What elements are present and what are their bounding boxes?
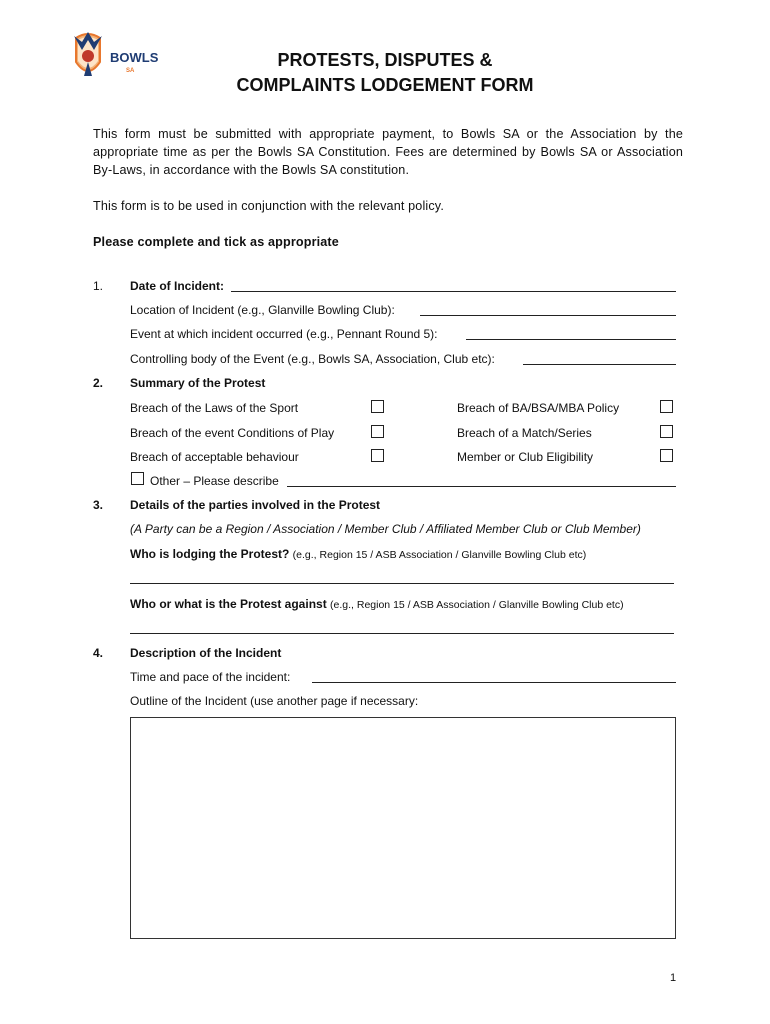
option-behaviour-label: Breach of acceptable behaviour	[130, 450, 299, 464]
who-lodging-row	[130, 546, 586, 563]
logo-wordmark: BOWLS	[110, 50, 159, 65]
controlling-body-label: Controlling body of the Event (e.g., Bowls SA, Association, Club etc):	[130, 352, 495, 366]
option-match-label: Breach of a Match/Series	[457, 426, 592, 440]
option-policy-label: Breach of BA/BSA/MBA Policy	[457, 401, 620, 415]
option-conditions-label: Breach of the event Conditions of Play	[130, 426, 335, 440]
who-lodging-example: (e.g., Region 15 / ASB Association / Glanville Bowling Club etc)	[292, 549, 587, 561]
protest-against-field[interactable]	[130, 633, 674, 634]
section-2-heading: Summary of the Protest	[130, 376, 266, 390]
option-match-checkbox[interactable]	[660, 425, 673, 438]
date-of-incident-field[interactable]	[231, 291, 676, 292]
outline-label: Outline of the Incident (use another page if necessary:	[130, 694, 419, 708]
option-policy-checkbox[interactable]	[660, 400, 673, 413]
instruction-text: Please complete and tick as appropriate	[93, 235, 339, 249]
intro-paragraph: This form must be submitted with appropriate payment, to Bowls SA or the Association by the appropriate time as per the Bowls SA Constitution. Fees are determined by Bowls SA or Association By-Laws, in accordance with the Bowls SA constitution.	[93, 127, 683, 177]
option-eligibility-checkbox[interactable]	[660, 449, 673, 462]
option-behaviour-checkbox[interactable]	[371, 449, 384, 462]
location-label: Location of Incident (e.g., Glanville Bowling Club):	[130, 303, 395, 317]
section-4-number: 4.	[93, 646, 104, 660]
form-title-line1: PROTESTS, DISPUTES &	[277, 50, 493, 70]
event-label: Event at which incident occurred (e.g., Pennant Round 5):	[130, 327, 438, 341]
form-title-line2: COMPLAINTS LODGEMENT FORM	[236, 75, 534, 95]
option-other-label: Other – Please describe	[150, 474, 279, 488]
who-lodging-field[interactable]	[130, 583, 674, 584]
option-eligibility-label: Member or Club Eligibility	[457, 450, 594, 464]
time-place-label: Time and pace of the incident:	[130, 670, 291, 684]
section-1-number: 1.	[93, 279, 104, 293]
section-3-heading: Details of the parties involved in the Protest	[130, 498, 381, 512]
section-4-heading: Description of the Incident	[130, 646, 282, 660]
party-note: (A Party can be a Region / Association / Member Club / Affiliated Member Club or Club Member)	[130, 522, 641, 536]
controlling-body-field[interactable]	[523, 364, 676, 365]
policy-note: This form is to be used in conjunction with the relevant policy.	[93, 199, 444, 213]
who-lodging-label: Who is lodging the Protest?	[130, 547, 290, 561]
location-field[interactable]	[420, 315, 676, 316]
page-number: 1	[670, 972, 677, 984]
section-2-number: 2.	[93, 376, 104, 390]
protest-against-label: Who or what is the Protest against	[130, 597, 327, 611]
option-conditions-checkbox[interactable]	[371, 425, 384, 438]
option-laws-label: Breach of the Laws of the Sport	[130, 401, 299, 415]
time-place-field[interactable]	[312, 682, 676, 683]
protest-against-example: (e.g., Region 15 / ASB Association / Glanville Bowling Club etc)	[330, 599, 624, 611]
incident-outline-textarea[interactable]	[130, 717, 676, 939]
option-other-checkbox[interactable]	[131, 472, 144, 485]
date-of-incident-label: Date of Incident:	[130, 279, 225, 293]
section-3-number: 3.	[93, 498, 104, 512]
option-laws-checkbox[interactable]	[371, 400, 384, 413]
protest-against-row	[130, 596, 624, 613]
event-field[interactable]	[466, 339, 676, 340]
logo-sub: SA	[126, 68, 135, 74]
option-other-field[interactable]	[287, 486, 676, 487]
